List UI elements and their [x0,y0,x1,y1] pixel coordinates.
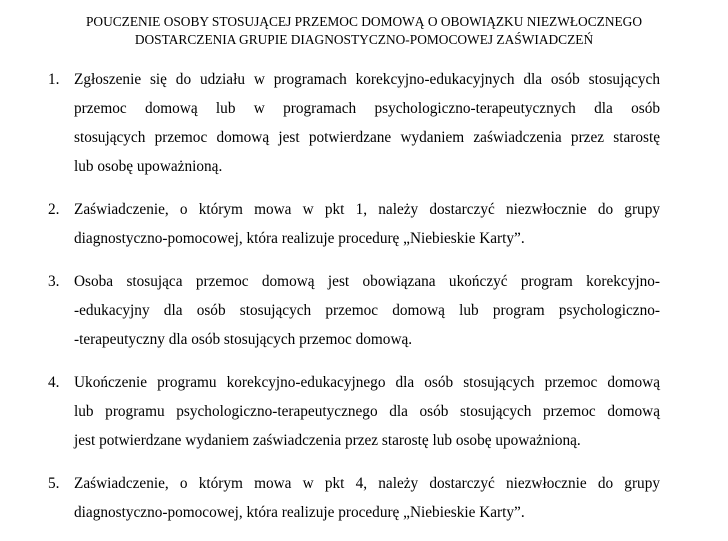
list-item-4 [48,368,660,455]
item-line: przemoc domową lub w programach psychologiczno-terapeutycznych dla osób [74,100,660,117]
item-line: stosujących przemoc domową jest potwierdzane wydaniem zaświadczenia przez starostę [74,129,660,146]
item-line: Zaświadczenie, o którym mowa w pkt 4, należy dostarczyć niezwłocznie do grupy [74,475,660,492]
item-number: 3. [48,273,60,290]
item-line: diagnostyczno-pomocowej, która realizuje procedurę „Niebieskie Karty”. [74,230,525,247]
item-line: diagnostyczno-pomocowej, która realizuje procedurę „Niebieskie Karty”. [74,504,525,521]
list-item-3 [48,267,660,354]
item-line: -edukacyjny dla osób stosujących przemoc domową lub program psychologiczno- [74,302,660,319]
list-item-2 [48,195,660,253]
document-title [0,13,728,49]
list-item-1 [48,65,660,181]
item-number: 2. [48,201,60,218]
item-line: lub programu psychologiczno-terapeutycznego dla osób stosujących przemoc domową [74,403,660,420]
item-number: 1. [48,71,60,88]
item-line: Ukończenie programu korekcyjno-edukacyjnego dla osób stosujących przemoc domową [74,374,660,391]
item-number: 5. [48,475,60,492]
item-line: lub osobę upoważnioną. [74,158,223,175]
title-line-1: POUCZENIE OSOBY STOSUJĄCEJ PRZEMOC DOMOWĄ O OBOWIĄZKU NIEZWŁOCZNEGO [85,14,643,29]
item-number: 4. [48,374,60,391]
item-line: jest potwierdzane wydaniem zaświadczenia przez starostę lub osobę upoważnioną. [74,432,581,449]
list-item-5 [48,469,660,527]
item-line: -terapeutyczny dla osób stosujących przemoc domową. [74,331,413,348]
title-line-2: DOSTARCZENIA GRUPIE DIAGNOSTYCZNO-POMOCOWEJ ZAŚWIADCZEŃ [134,32,594,47]
item-line: Zgłoszenie się do udziału w programach korekcyjno-edukacyjnych dla osób stosujących [74,71,660,88]
item-line: Zaświadczenie, o którym mowa w pkt 1, należy dostarczyć niezwłocznie do grupy [74,201,660,218]
item-line: Osoba stosująca przemoc domową jest obowiązana ukończyć program korekcyjno- [74,273,660,290]
numbered-list [48,65,660,541]
